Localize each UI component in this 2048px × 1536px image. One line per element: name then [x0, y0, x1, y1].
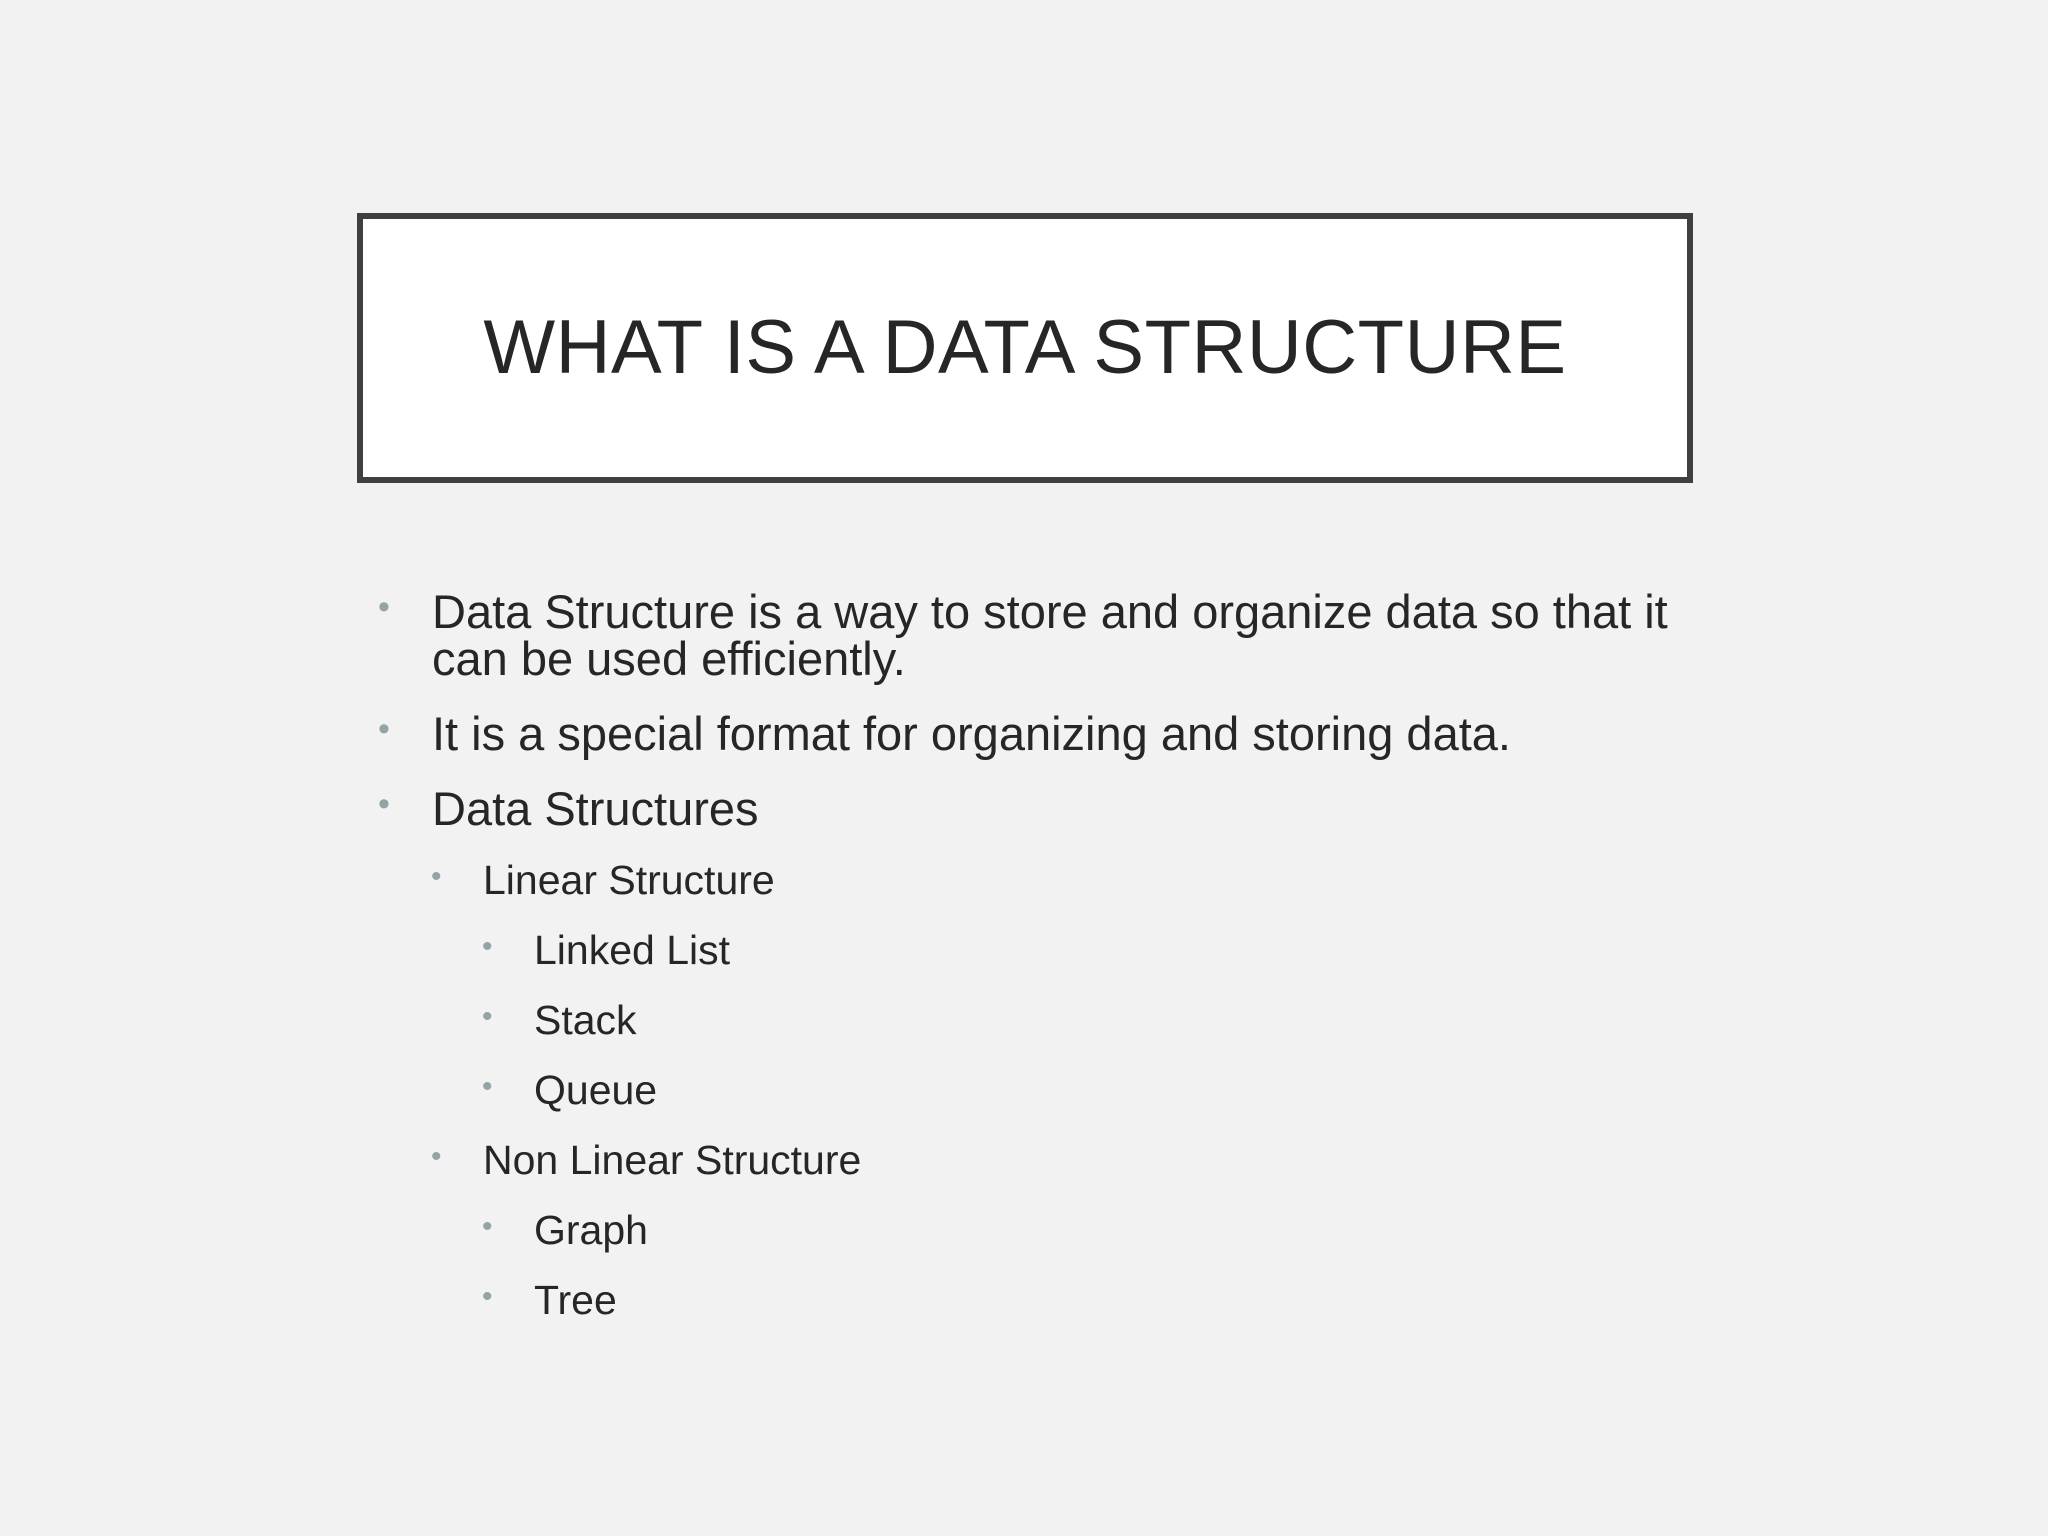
bullet-dot-icon: • — [378, 785, 390, 823]
bullet-dot-icon: • — [378, 710, 390, 748]
bullet-dot-icon: • — [482, 1000, 493, 1033]
sub-sub-bullet-text: Stack — [534, 997, 637, 1043]
sub-sub-bullet-text: Linked List — [534, 927, 731, 973]
sub-sub-bullet-item — [378, 1067, 1688, 1113]
sub-bullet-item — [378, 1137, 1688, 1183]
bullet-text: Data Structures — [432, 782, 759, 835]
sub-sub-bullet-text: Graph — [534, 1207, 648, 1253]
sub-sub-bullet-item — [378, 1277, 1688, 1323]
bullet-text: It is a special format for organizing and storing data. — [432, 707, 1511, 760]
sub-bullet-text: Non Linear Structure — [483, 1137, 862, 1183]
sub-sub-bullet-text: Tree — [534, 1277, 617, 1323]
bullet-dot-icon: • — [482, 1280, 493, 1313]
title-box — [357, 213, 1693, 483]
bullet-dot-icon: • — [482, 930, 493, 963]
bullet-item — [378, 782, 1688, 835]
sub-sub-bullet-item — [378, 1207, 1688, 1253]
bullet-dot-icon: • — [482, 1210, 493, 1243]
bullet-item — [378, 707, 1688, 760]
bullet-dot-icon: • — [431, 1140, 442, 1173]
sub-bullet-text: Linear Structure — [483, 857, 775, 903]
slide-title: WHAT IS A DATA STRUCTURE — [483, 305, 1567, 390]
bullet-dot-icon: • — [378, 588, 390, 626]
bullet-item — [378, 585, 1688, 685]
bullet-list — [378, 585, 1688, 1350]
bullet-text: Data Structure is a way to store and organize data so that it can be used efficiently. — [432, 585, 1668, 685]
sub-sub-bullet-text: Queue — [534, 1067, 658, 1113]
sub-bullet-item — [378, 857, 1688, 903]
bullet-dot-icon: • — [431, 860, 442, 893]
sub-sub-bullet-item — [378, 927, 1688, 973]
bullet-dot-icon: • — [482, 1070, 493, 1103]
sub-sub-bullet-item — [378, 997, 1688, 1043]
